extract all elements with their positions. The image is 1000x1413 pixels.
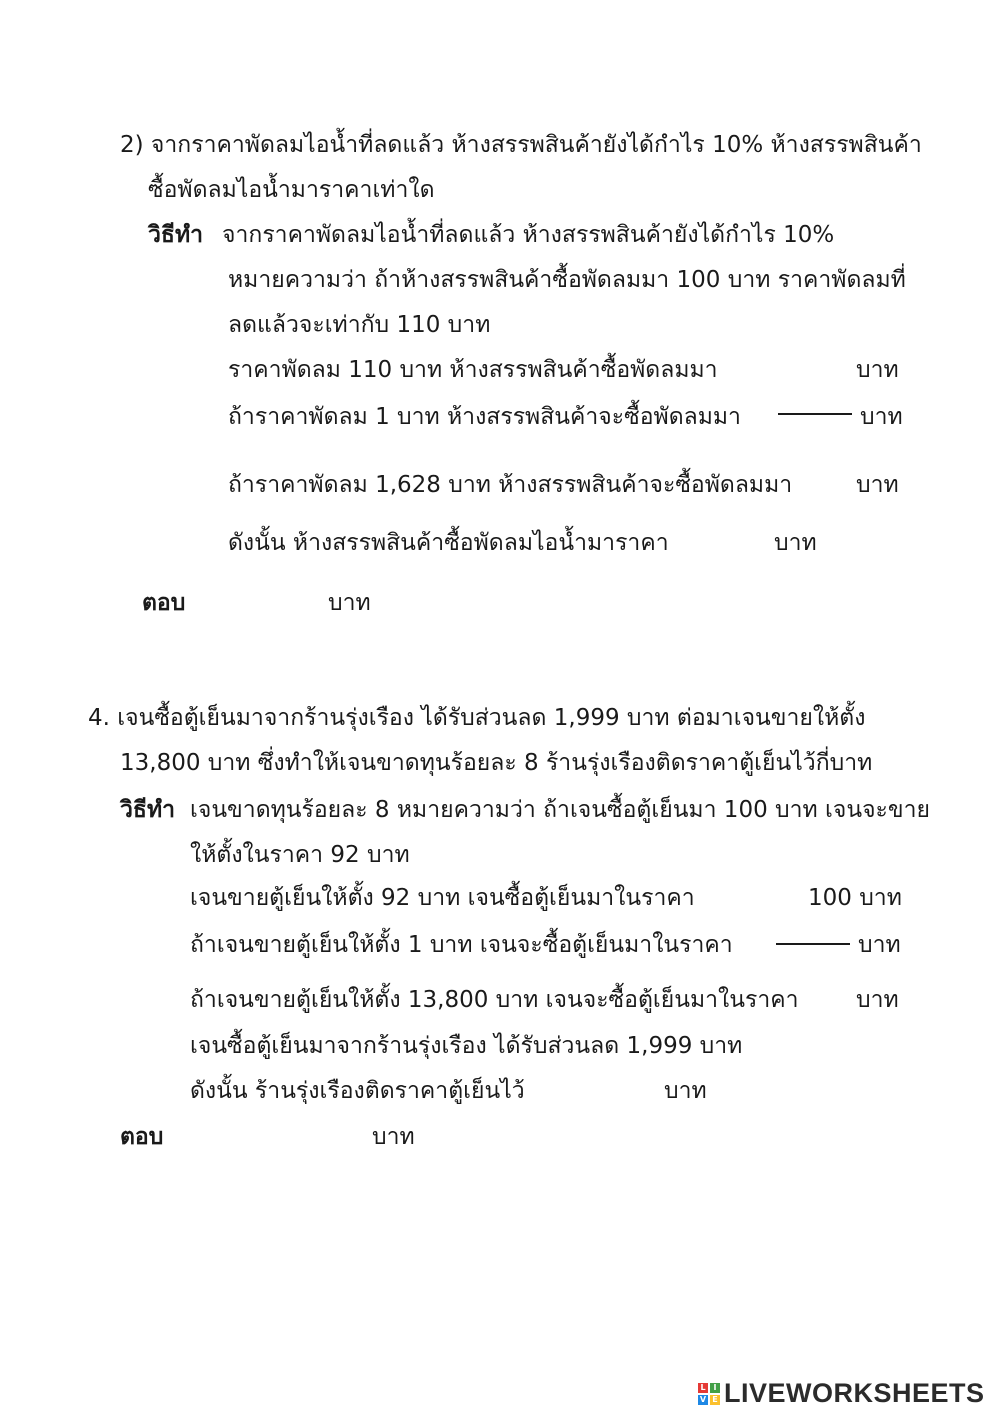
q4-answer-label: ตอบ xyxy=(120,1124,164,1150)
q4-ratio-line-1-unit: 100 บาท xyxy=(808,885,902,911)
q2-question-line-1: 2) จากราคาพัดลมไอน้ำที่ลดแล้ว ห้างสรรพสินค้ายังได้กำไร 10% ห้างสรรพสินค้า xyxy=(120,132,922,158)
fraction-bar xyxy=(778,413,852,415)
q2-ratio-line-1-unit: บาท xyxy=(856,357,899,383)
q2-conclusion: ดังนั้น ห้างสรรพสินค้าซื้อพัดลมไอน้ำมาราคา xyxy=(228,530,669,556)
logo-square-e: E xyxy=(710,1395,720,1405)
q2-method-line-3: ลดแล้วจะเท่ากับ 110 บาท xyxy=(228,312,491,338)
q4-question-line-2: 13,800 บาท ซึ่งทำให้เจนขาดทุนร้อยละ 8 ร้านรุ่งเรืองติดราคาตู้เย็นไว้กี่บาท xyxy=(120,750,873,776)
q4-ratio-line-3: ถ้าเจนขายตู้เย็นให้ตั้ง 13,800 บาท เจนจะซื้อตู้เย็นมาในราคา xyxy=(190,987,799,1013)
q2-ratio-line-3-unit: บาท xyxy=(856,472,899,498)
q4-answer-unit: บาท xyxy=(372,1124,415,1150)
q4-ratio-line-1: เจนขายตู้เย็นให้ตั้ง 92 บาท เจนซื้อตู้เย็นมาในราคา xyxy=(190,885,695,911)
q4-ratio-line-2: ถ้าเจนขายตู้เย็นให้ตั้ง 1 บาท เจนจะซื้อตู้เย็นมาในราคา xyxy=(190,932,733,958)
q2-ratio-line-1: ราคาพัดลม 110 บาท ห้างสรรพสินค้าซื้อพัดลมมา xyxy=(228,357,718,383)
q4-ratio-line-2-unit: บาท xyxy=(858,932,901,958)
q4-method-line-2: ให้ตั้งในราคา 92 บาท xyxy=(190,842,410,868)
q4-method-line-1: เจนขาดทุนร้อยละ 8 หมายความว่า ถ้าเจนซื้อตู้เย็นมา 100 บาท เจนจะขาย xyxy=(190,797,931,823)
q4-method-label: วิธีทำ xyxy=(120,797,176,823)
q4-conclusion: ดังนั้น ร้านรุ่งเรืองติดราคาตู้เย็นไว้ xyxy=(190,1078,525,1104)
logo-square-v: V xyxy=(699,1394,707,1404)
q4-question-line-1: 4. เจนซื้อตู้เย็นมาจากร้านรุ่งเรือง ได้รับส่วนลด 1,999 บาท ต่อมาเจนขายให้ตั้ง xyxy=(88,705,866,731)
logo-wordmark: LIVEWORKSHEETS xyxy=(724,1378,985,1408)
q2-ratio-line-2: ถ้าราคาพัดลม 1 บาท ห้างสรรพสินค้าจะซื้อพัดลมมา xyxy=(228,404,741,430)
q2-answer-unit: บาท xyxy=(328,590,371,616)
q2-answer-label: ตอบ xyxy=(142,590,186,616)
q2-question-line-2: ซื้อพัดลมไอน้ำมาราคาเท่าใด xyxy=(148,177,435,203)
q4-conclusion-unit: บาท xyxy=(664,1078,707,1104)
q2-method-label: วิธีทำ xyxy=(148,222,204,248)
q2-ratio-line-2-unit: บาท xyxy=(860,404,903,430)
q4-ratio-line-3-unit: บาท xyxy=(856,987,899,1013)
q2-method-line-1: จากราคาพัดลมไอน้ำที่ลดแล้ว ห้างสรรพสินค้ายังได้กำไร 10% xyxy=(222,222,835,248)
logo-square-i: I xyxy=(710,1383,720,1393)
q2-method-line-2: หมายความว่า ถ้าห้างสรรพสินค้าซื้อพัดลมมา 100 บาท ราคาพัดลมที่ xyxy=(228,267,906,293)
fraction-bar xyxy=(776,943,850,945)
logo-square-l: L xyxy=(698,1383,708,1393)
q2-conclusion-unit: บาท xyxy=(774,530,817,556)
q2-ratio-line-3: ถ้าราคาพัดลม 1,628 บาท ห้างสรรพสินค้าจะซื้อพัดลมมา xyxy=(228,472,793,498)
liveworksheets-logo xyxy=(698,1378,985,1409)
q4-discount-line: เจนซื้อตู้เย็นมาจากร้านรุ่งเรือง ได้รับส่วนลด 1,999 บาท xyxy=(190,1033,743,1059)
logo-mark-icon xyxy=(698,1383,720,1405)
